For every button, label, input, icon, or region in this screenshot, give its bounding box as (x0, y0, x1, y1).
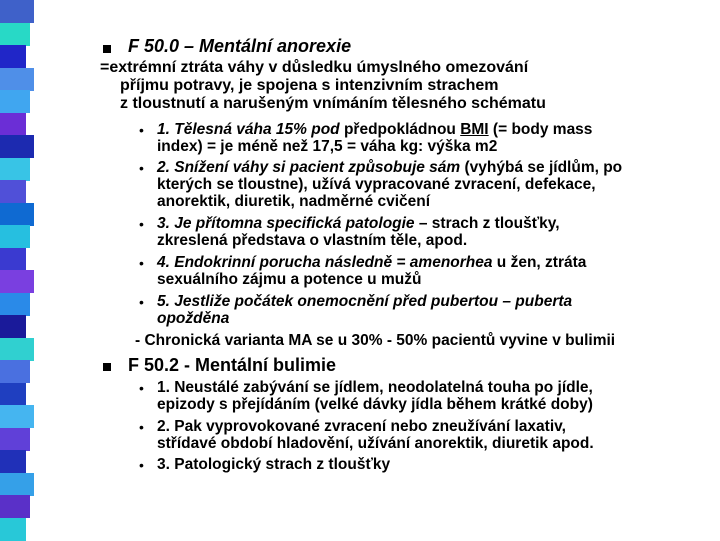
criterion-3-line-1 (157, 216, 560, 232)
sub-bullet-icon: • (139, 380, 144, 396)
criterion-2-line-2: kterých se tloustne), užívá vypracované zvracení, defekace, (157, 176, 596, 193)
criterion-3-line-2: zkreslená představa o vlastním těle, apod. (157, 232, 468, 249)
criterion-3-text: – strach z tloušťky, (414, 215, 560, 232)
criterion-1-line-2: index) = je méně než 17,5 = váha kg: výška m2 (157, 138, 498, 155)
criterion-4-line-2: sexuálního zájmu a potence u mužů (157, 271, 422, 288)
bulimia-item-3-line-1: 3. Patologický strach z tloušťky (157, 456, 391, 473)
bulimia-item-1-line-1: 1. Neustálé zabývání se jídlem, neodolatelná touha po jídle, (157, 379, 593, 396)
section2-title (128, 355, 336, 375)
bulimia-item-1-line-2: epizody s přejídáním (velké dávky jídla během krátké doby) (157, 396, 593, 413)
square-bullet-icon (103, 363, 111, 371)
bulimia-item-2-line-1: 2. Pak vyprovokované zvracení nebo zneužívání laxativ, (157, 418, 566, 435)
criterion-4-line-1 (157, 255, 586, 271)
definition-line-1: =extrémní ztráta váhy v důsledku úmyslného omezování (100, 59, 529, 76)
definition-line-3: z tloustnutí a narušeným vnímáním tělesného schématu (120, 95, 546, 112)
criterion-1-text-end: (= body mass (488, 121, 593, 138)
criterion-2-emphasis: 2. Snížení váhy si pacient způsobuje sám (157, 159, 461, 176)
criterion-4-emphasis: 4. Endokrinní porucha následně = amenorhea (157, 254, 493, 271)
criterion-2-line-3: anorektik, diuretik, nadměrné cvičení (157, 193, 431, 210)
criterion-5-line-2: opožděna (157, 310, 230, 327)
criterion-5-line-1: 5. Jestliže počátek onemocnění před pubertou – puberta (157, 293, 573, 310)
sub-bullet-icon: • (139, 457, 144, 473)
section2-title-text: F 50.2 - Mentální bulimie (128, 355, 337, 375)
criterion-3-emphasis: 3. Je přítomna specifická patologie (157, 215, 415, 232)
criterion-1-text: předpokládnou (339, 121, 461, 138)
sub-bullet-icon: • (139, 216, 144, 232)
sub-bullet-icon: • (139, 122, 144, 138)
criterion-1-line-1 (157, 122, 592, 138)
sub-bullet-icon: • (139, 255, 144, 271)
chronic-variant-note: - Chronická varianta MA se u 30% - 50% pacientů vyvine v bulimii (135, 332, 616, 349)
definition-line-2: příjmu potravy, je spojena s intenzivním strachem (120, 77, 499, 94)
section1-title-text: F 50.0 – Mentální anorexie (128, 36, 352, 56)
sub-bullet-icon: • (139, 294, 144, 310)
criterion-2-text: (vyhýbá se jídlům, po (460, 159, 623, 176)
bulimia-item-2-line-2: střídavé období hladovění, užívání anorektik, diuretik apod. (157, 435, 594, 452)
square-bullet-icon (103, 45, 111, 53)
criterion-2-line-1 (157, 160, 622, 176)
section1-title (128, 36, 351, 56)
sub-bullet-icon: • (139, 419, 144, 435)
criterion-1-emphasis: 1. Tělesná váha 15% pod (157, 121, 340, 138)
bmi-term: BMI (460, 121, 489, 138)
criterion-4-text: u žen, ztráta (492, 254, 587, 271)
sub-bullet-icon: • (139, 160, 144, 176)
